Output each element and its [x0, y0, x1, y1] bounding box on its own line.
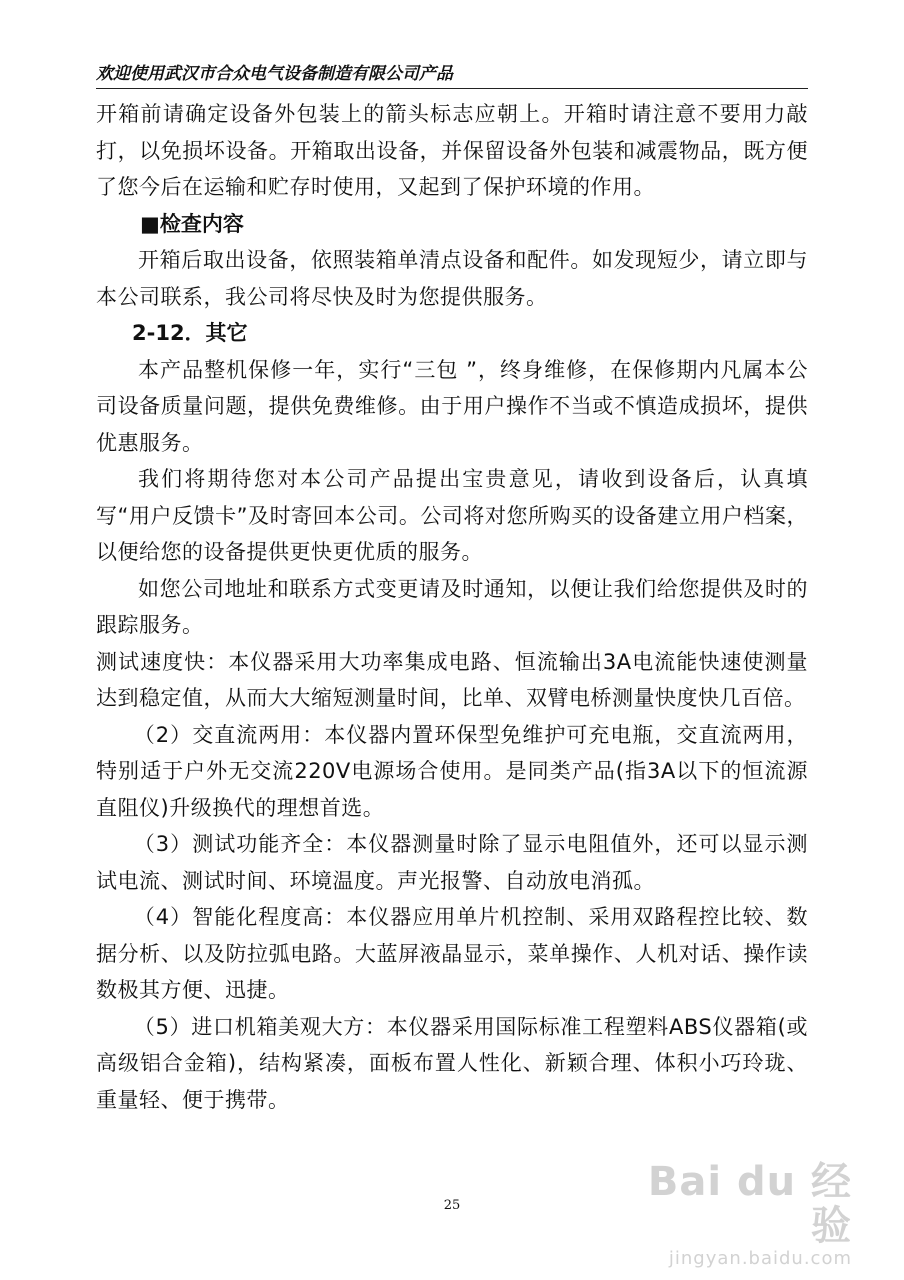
warranty-paragraph: 本产品整机保修一年，实行“三包 ”，终身维修，在保修期内凡属本公司设备质量问题，提供免费维修。由于用户操作不当或不慎造成损坏，提供优惠服务。: [96, 357, 808, 455]
watermark-url: jingyan.baidu.com: [668, 1248, 852, 1269]
watermark-brand: Bai du 经验: [647, 1159, 852, 1249]
feature-speed-paragraph: 测试速度快：本仪器采用大功率集成电路、恒流输出3A电流能快速使测量达到稳定值，从而大大缩短测量时间，比单、双臂电桥测量快度快几百倍。: [96, 649, 808, 710]
document-body: [96, 96, 808, 1118]
inspection-paragraph: 开箱后取出设备，依照装箱单清点设备和配件。如发现短少，请立即与本公司联系，我公司将尽快及时为您提供服务。: [96, 248, 808, 309]
page-header: 欢迎使用武汉市合众电气设备制造有限公司产品: [96, 62, 808, 89]
page-number: 25: [443, 1198, 461, 1213]
feature-chassis-paragraph: （5）进口机箱美观大方：本仪器采用国际标准工程塑料ABS仪器箱(或高级铝合金箱)，结构紧凑，面板布置人性化、新颖合理、体积小巧玲珑、重量轻、便于携带。: [96, 1014, 808, 1112]
feature-functions-paragraph: （3）测试功能齐全：本仪器测量时除了显示电阻值外，还可以显示测试电流、测试时间、环境温度。声光报警、自动放电消孤。: [96, 832, 808, 893]
feature-intelligence-paragraph: （4）智能化程度高：本仪器应用单片机控制、采用双路程控比较、数据分析、以及防拉弧电路。大蓝屏液晶显示，菜单操作、人机对话、操作读数极其方便、迅捷。: [96, 905, 808, 1002]
feedback-paragraph: 我们将期待您对本公司产品提出宝贵意见，请收到设备后，认真填写“用户反馈卡”及时寄回本公司。公司将对您所购买的设备建立用户档案，以便给您的设备提供更快更优质的服务。: [96, 467, 808, 564]
contact-change-paragraph: 如您公司地址和联系方式变更请及时通知，以便让我们给您提供及时的跟踪服务。: [96, 576, 808, 637]
unpacking-paragraph: 开箱前请确定设备外包装上的箭头标志应朝上。开箱时请注意不要用力敲打，以免损坏设备。开箱取出设备，并保留设备外包装和减震物品，既方便了您今后在运输和贮存时使用，又起到了保护环境的作用。: [96, 102, 808, 199]
baidu-watermark: [632, 1159, 852, 1269]
section-heading-other: 2-12．其它: [132, 321, 248, 345]
feature-acdc-paragraph: （2）交直流两用：本仪器内置环保型免维护可充电瓶，交直流两用，特别适于户外无交流220V电源场合使用。是同类产品(指3A以下的恒流源直阻仪)升级换代的理想首选。: [96, 722, 808, 820]
section-heading-inspection: ■检查内容: [140, 211, 244, 236]
